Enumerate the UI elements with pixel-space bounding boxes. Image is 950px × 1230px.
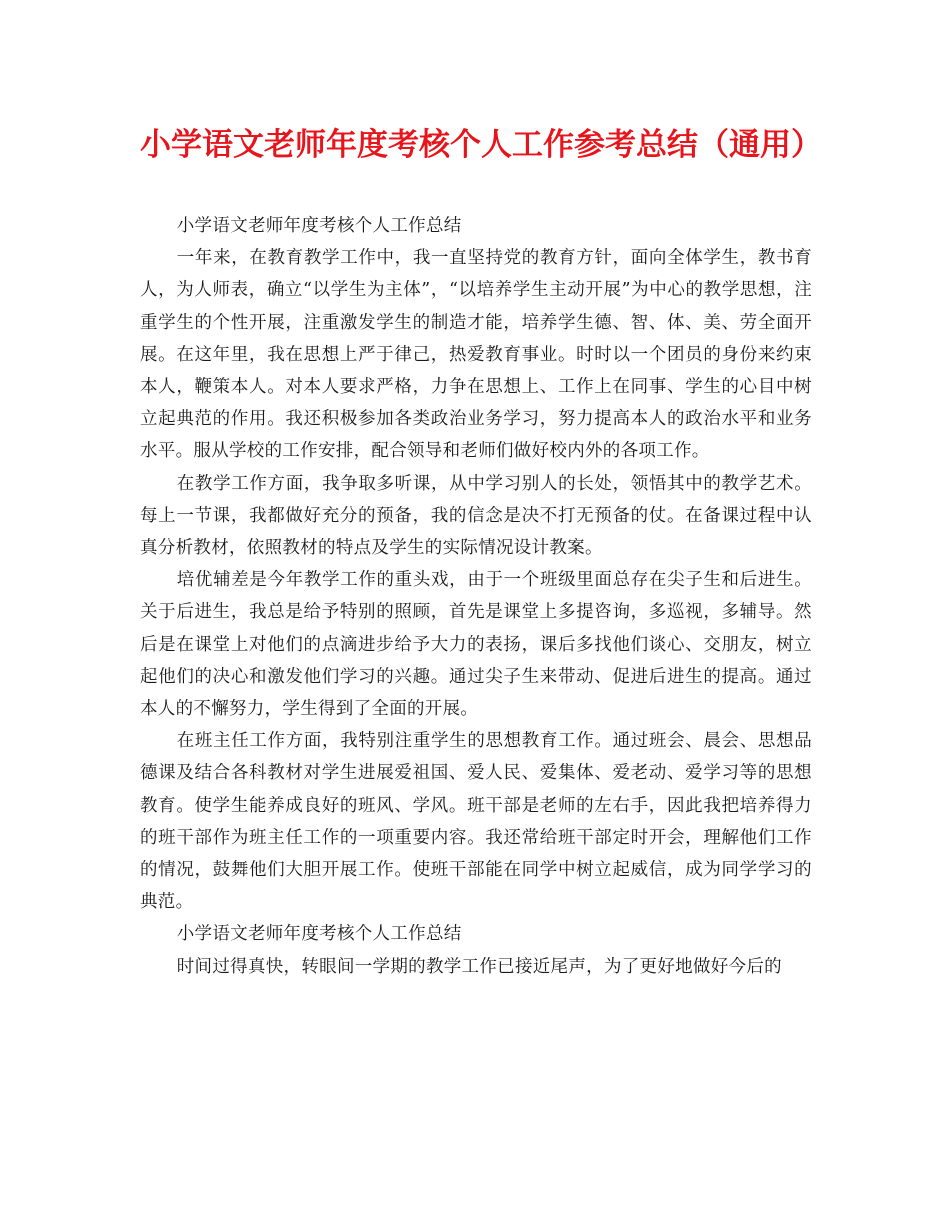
body-paragraph: 在班主任工作方面，我特别注重学生的思想教育工作。通过班会、晨会、思想品德课及结合各科教材对学生进展爱祖国、爱人民、爱集体、爱老动、爱学习等的思想教育。使学生能养成良好的班风、学风。班干部是老师的左右手，因此我把培养得力的班干部作为班主任工作的一项重要内容。我还常给班干部定时开会，理解他们工作的情况，鼓舞他们大胆开展工作。使班干部能在同学中树立起威信，成为同学学习的典范。 bbox=[140, 731, 812, 913]
document-title: 小学语文老师年度考核个人工作参考总结（通用） bbox=[140, 127, 822, 163]
body-paragraph: 在教学工作方面，我争取多听课，从中学习别人的长处，领悟其中的教学艺术。每上一节课，我都做好充分的预备，我的信念是决不打无预备的仗。在备课过程中认真分析教材，依照教材的特点及学生的实际情况设计教案。 bbox=[140, 473, 812, 559]
section-heading: 小学语文老师年度考核个人工作总结 bbox=[176, 216, 462, 236]
section-heading: 小学语文老师年度考核个人工作总结 bbox=[176, 924, 462, 945]
body-paragraph: 一年来，在教育教学工作中，我一直坚持党的教育方针，面向全体学生，教书育人，为人师表，确立“以学生为主体”，“以培养学生主动开展”为中心的教学思想，注重学生的个性开展，注重激发学生的制造才能，培养学生德、智、体、美、劳全面开展。在这年里，我在思想上严于律己，热爱教育事业。时时以一个团员的身份来约束本人，鞭策本人。对本人要求严格，力争在思想上、工作上在同事、学生的心目中树立起典范的作用。我还积极参加各类政治业务学习，努力提高本人的政治水平和业务水平。服从学校的工作安排，配合领导和老师们做好校内外的各项工作。 bbox=[140, 248, 812, 462]
document-body bbox=[140, 210, 812, 983]
body-paragraph: 培优辅差是今年教学工作的重头戏，由于一个班级里面总存在尖子生和后进生。关于后进生，我总是给予特别的照顾，首先是课堂上多提咨询，多巡视，多辅导。然后是在课堂上对他们的点滴进步给予大力的表扬，课后多找他们谈心、交朋友，树立起他们的决心和激发他们学习的兴趣。通过尖子生来带动、促进后进生的提高。通过本人的不懈努力，学生得到了全面的开展。 bbox=[140, 570, 812, 720]
body-paragraph: 时间过得真快，转眼间一学期的教学工作已接近尾声，为了更好地做好今后的 bbox=[176, 956, 782, 977]
